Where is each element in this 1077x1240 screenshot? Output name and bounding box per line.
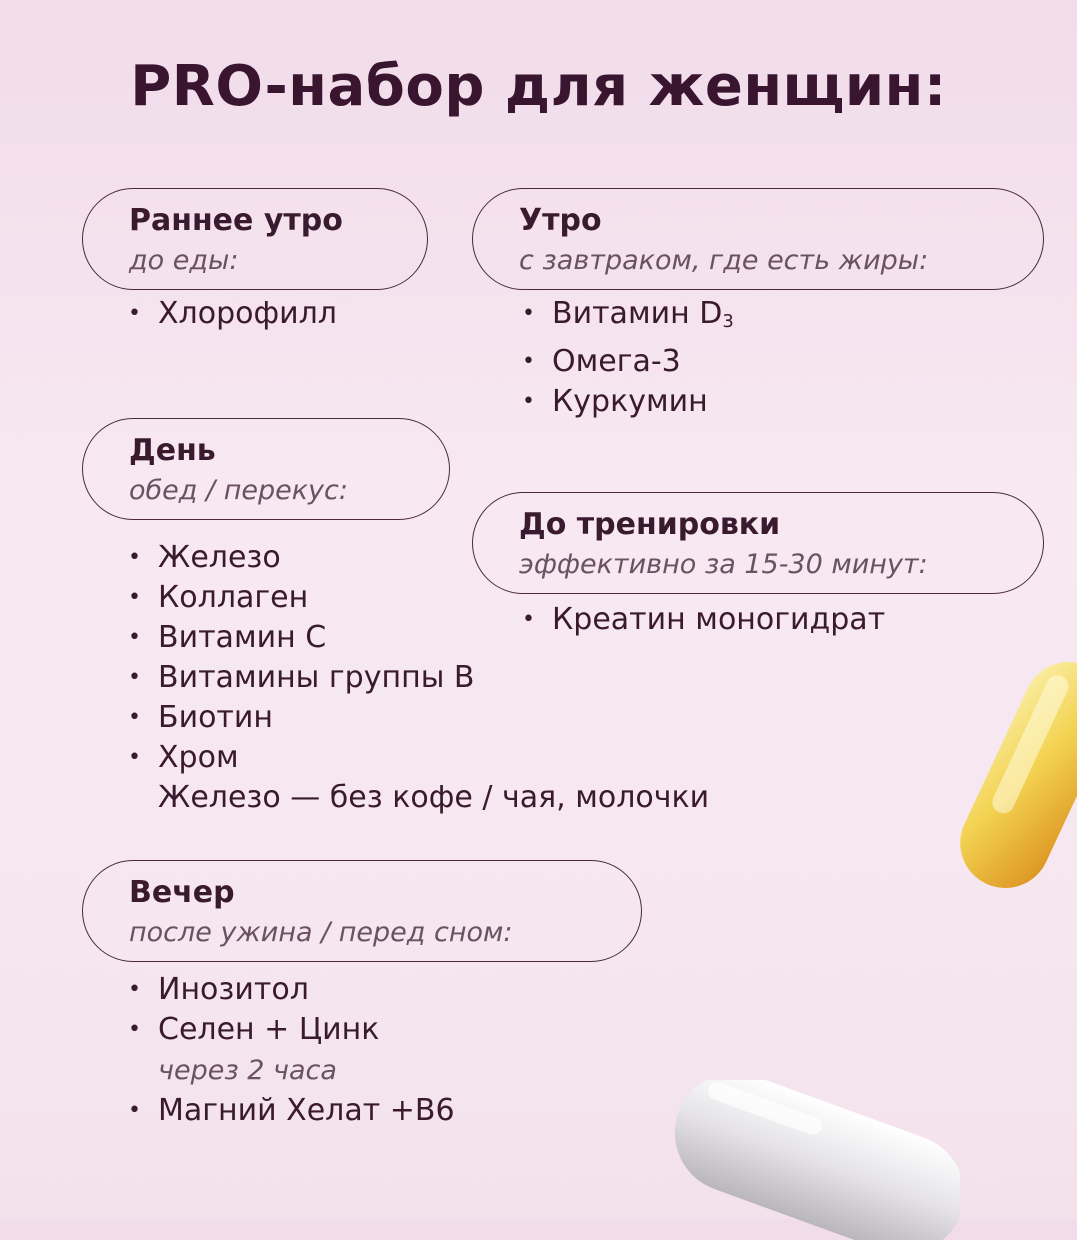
item-text: Инозитол: [158, 972, 309, 1007]
item-text: Витамин С: [158, 620, 327, 655]
bullet-icon: •: [522, 607, 535, 632]
section-title: До тренировки: [519, 507, 781, 542]
section-subtitle: после ужина / перед сном:: [129, 917, 513, 948]
section-evening-header: [82, 860, 642, 962]
section-day-header: [82, 418, 450, 520]
morning-list: [522, 294, 734, 422]
list-item: [128, 738, 709, 778]
list-item: [128, 1010, 455, 1050]
section-title: День: [129, 433, 216, 468]
section-early-morning-header: [82, 188, 428, 290]
section-morning-header: [472, 188, 1044, 290]
early-morning-list: [128, 294, 337, 334]
list-item: [128, 294, 337, 334]
section-subtitle: до еды:: [129, 245, 239, 276]
list-item: [522, 382, 734, 422]
list-item: [128, 970, 455, 1010]
page-title: PRO-набор для женщин:: [130, 54, 947, 119]
bullet-icon: •: [128, 585, 141, 610]
list-item: [522, 600, 885, 640]
bullet-icon: •: [522, 301, 535, 326]
item-text: Креатин моногидрат: [552, 602, 886, 637]
evening-list: [128, 970, 455, 1131]
bullet-icon: •: [522, 349, 535, 374]
item-text: Хлорофилл: [158, 296, 337, 331]
section-title: Утро: [519, 203, 602, 238]
section-subtitle: эффективно за 15-30 минут:: [519, 549, 928, 580]
bullet-icon: •: [128, 1017, 141, 1042]
section-subtitle: с завтраком, где есть жиры:: [519, 245, 929, 276]
day-note: [128, 778, 709, 818]
yellow-capsule-icon: [957, 650, 1077, 900]
section-title: Раннее утро: [129, 203, 343, 238]
list-item: [522, 342, 734, 382]
section-subtitle: обед / перекус:: [129, 475, 348, 506]
item-text: Куркумин: [552, 384, 708, 419]
bullet-icon: •: [128, 977, 141, 1002]
item-text: Витамин D: [552, 296, 723, 331]
note-text: через 2 часа: [158, 1055, 337, 1086]
bullet-icon: •: [128, 545, 141, 570]
item-text: Витамины группы В: [158, 660, 475, 695]
item-text: Магний Хелат +B6: [158, 1093, 455, 1128]
item-text: Селен + Цинк: [158, 1012, 380, 1047]
item-text: Хром: [158, 740, 239, 775]
bullet-icon: •: [128, 665, 141, 690]
evening-note: [128, 1050, 455, 1091]
item-text: Омега-3: [552, 344, 681, 379]
list-item: [128, 698, 709, 738]
bullet-icon: •: [128, 301, 141, 326]
item-text: Биотин: [158, 700, 274, 735]
section-title: Вечер: [129, 875, 235, 910]
list-item: [522, 294, 734, 342]
note-text: Железо — без кофе / чая, молочки: [158, 780, 710, 815]
list-item: [128, 1091, 455, 1131]
section-workout-header: [472, 492, 1044, 594]
bullet-icon: •: [128, 1098, 141, 1123]
list-item: [128, 658, 709, 698]
bullet-icon: •: [128, 625, 141, 650]
white-capsule-icon: [660, 1080, 960, 1240]
bullet-icon: •: [128, 745, 141, 770]
bullet-icon: •: [522, 389, 535, 414]
workout-list: [522, 600, 885, 640]
item-text: Коллаген: [158, 580, 309, 615]
item-text: Железо: [158, 540, 281, 575]
bullet-icon: •: [128, 705, 141, 730]
subscript: 3: [722, 311, 734, 332]
